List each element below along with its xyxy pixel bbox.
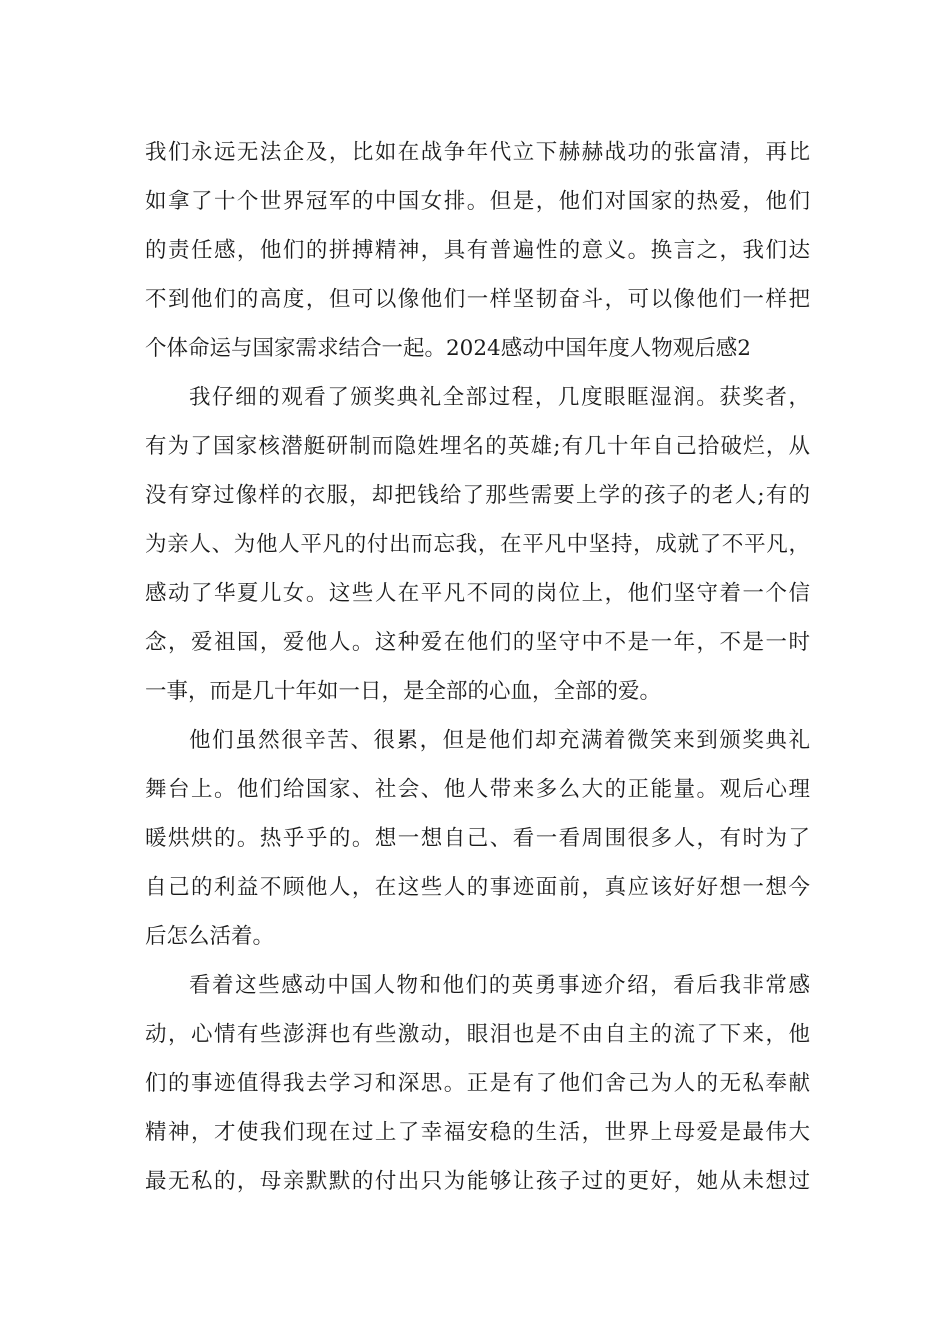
text-line: 舞台上。他们给国家、社会、他人带来多么大的正能量。观后心理 xyxy=(145,777,810,802)
text-line: 们的事迹值得我去学习和深思。正是有了他们舍己为人的无私奉献 xyxy=(145,1071,810,1096)
text-line: 为亲人、为他人平凡的付出而忘我，在平凡中坚持，成就了不平凡， xyxy=(145,532,810,557)
text-line: 如拿了十个世界冠军的中国女排。但是，他们对国家的热爱，他们 xyxy=(145,189,810,214)
text-line: 后怎么活着。 xyxy=(145,924,275,949)
body-text xyxy=(145,128,810,1206)
text-line: 暖烘烘的。热乎乎的。想一想自己、看一看周围很多人，有时为了 xyxy=(145,826,810,851)
text-line: 一事，而是几十年如一日，是全部的心血，全部的爱。 xyxy=(145,679,662,704)
text-line: 个体命运与国家需求结合一起。2024感动中国年度人物观后感2 xyxy=(145,336,751,361)
paragraph-first-line: 我仔细的观看了颁奖典礼全部过程，几度眼眶湿润。获奖者， xyxy=(189,385,810,410)
text-line: 自己的利益不顾他人，在这些人的事迹面前，真应该好好想一想今 xyxy=(145,875,810,900)
text-line: 最无私的，母亲默默的付出只为能够让孩子过的更好，她从未想过 xyxy=(145,1169,810,1194)
paragraph-first-line: 看着这些感动中国人物和他们的英勇事迹介绍，看后我非常感 xyxy=(189,973,810,998)
text-line: 不到他们的高度，但可以像他们一样坚韧奋斗，可以像他们一样把 xyxy=(145,287,810,312)
text-line: 有为了国家核潜艇研制而隐姓埋名的英雄;有几十年自己拾破烂，从 xyxy=(145,434,810,459)
text-line: 我们永远无法企及，比如在战争年代立下赫赫战功的张富清，再比 xyxy=(145,140,810,165)
text-line: 动，心情有些澎湃也有些激动，眼泪也是不由自主的流了下来，他 xyxy=(145,1022,810,1047)
text-line: 没有穿过像样的衣服，却把钱给了那些需要上学的孩子的老人;有的 xyxy=(145,483,810,508)
paragraph-first-line: 他们虽然很辛苦、很累，但是他们却充满着微笑来到颁奖典礼 xyxy=(189,728,810,753)
text-line: 感动了华夏儿女。这些人在平凡不同的岗位上，他们坚守着一个信 xyxy=(145,581,810,606)
text-line: 的责任感，他们的拼搏精神，具有普遍性的意义。换言之，我们达 xyxy=(145,238,810,263)
text-line: 念，爱祖国，爱他人。这种爱在他们的坚守中不是一年，不是一时 xyxy=(145,630,810,655)
text-line: 精神，才使我们现在过上了幸福安稳的生活，世界上母爱是最伟大 xyxy=(145,1120,810,1145)
